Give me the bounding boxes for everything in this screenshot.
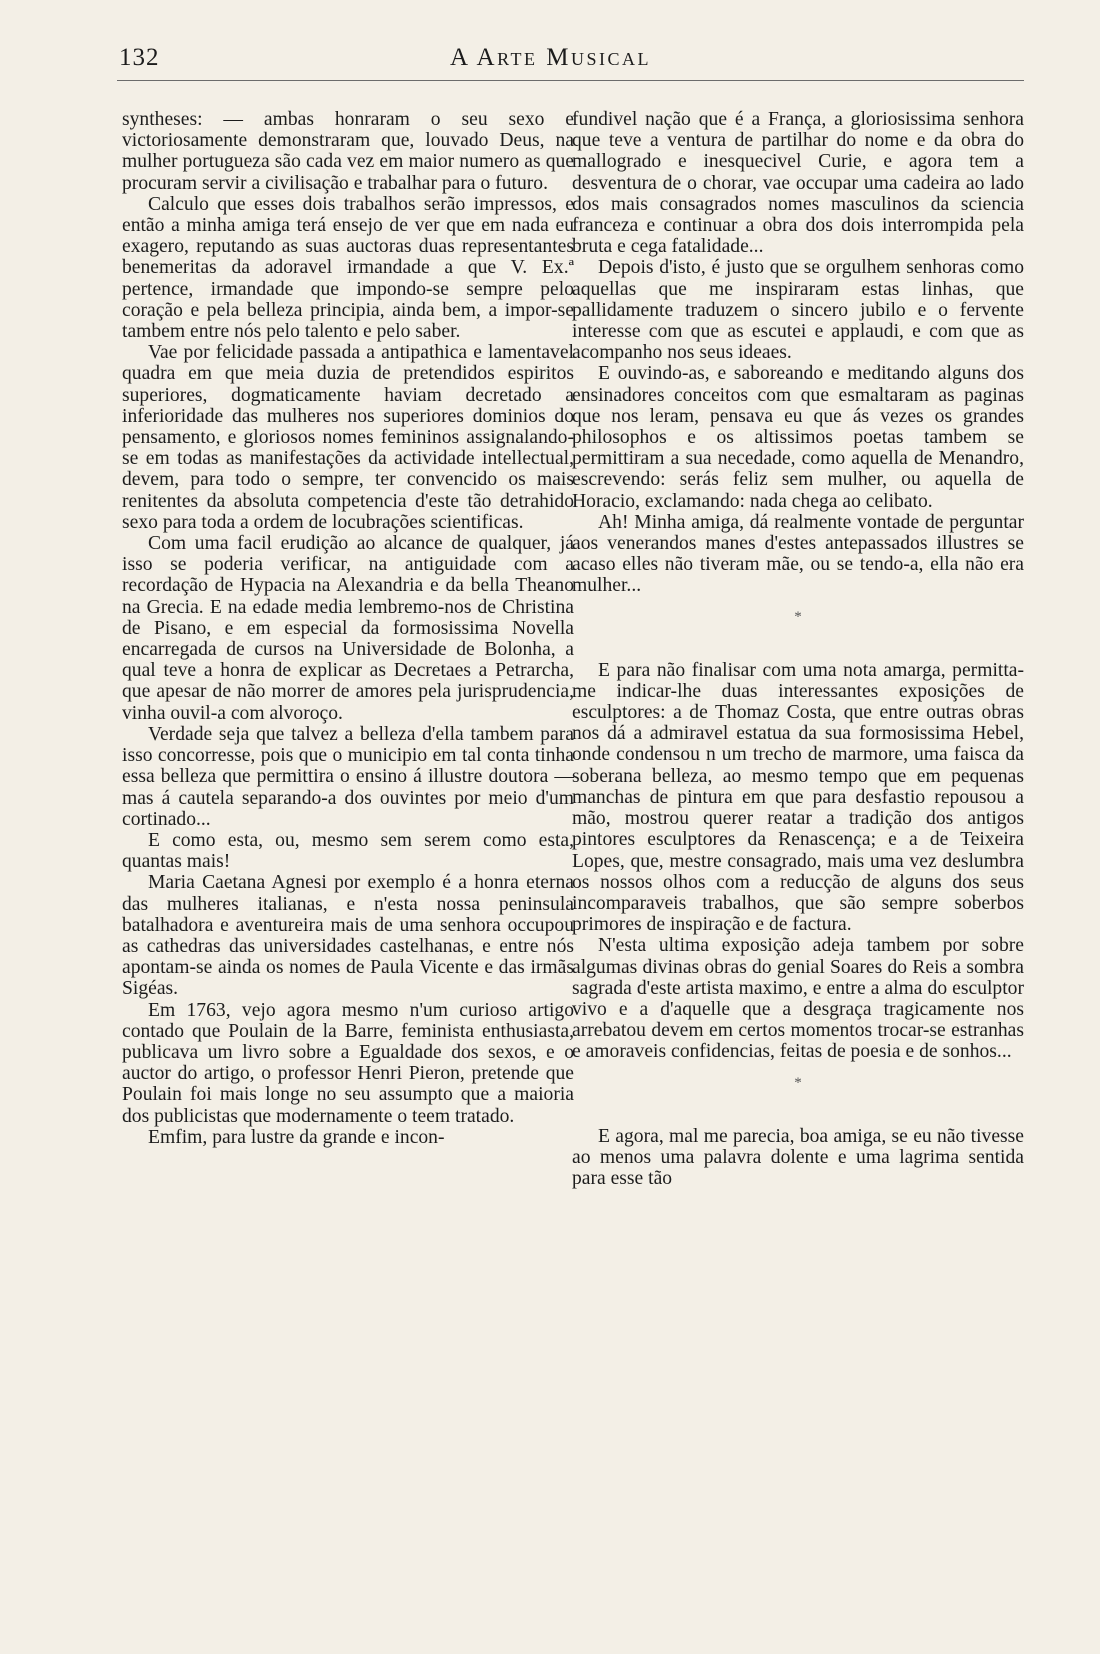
paragraph: Com uma facil erudição ao alcance de qualquer, já isso se poderia verificar, na antiguidade com a recordação de Hypacia na Alexandria e da bella Theano na Grecia. E na edade media lembremo-nos de Christina de Pisano, e em especial da formosissima Novella encarregada de cursos na Universidade de Bolonha, a qual teve a honra de explicar as Decretaes a Petrarcha, que apesar de não morrer de amores pela jurisprudencia, vinha ouvil-a com alvoroço. [122, 533, 574, 724]
paragraph: fundivel nação que é a França, a gloriosissima senhora que teve a ventura de partilhar do nome e da obra do mallogrado e inesquecivel Curie, e agora tem a desventura de o chorar, vae occupar uma cadeira ao lado dos mais consagrados nomes masculinos da sciencia franceza e continuar a obra dos dois interrompida pela bruta e cega fatalidade... [572, 109, 1024, 258]
page-number: 132 [119, 44, 160, 71]
section-separator-asterisk: * [794, 608, 802, 625]
paragraph: Depois d'isto, é justo que se orgulhem senhoras como aquellas que me inspiraram estas linhas, que pallidamente traduzem o sincero jubilo e o fervente interesse com que as escutei e applaudi, e com que as acompanho nos seus ideaes. [572, 257, 1024, 364]
paragraph: N'esta ultima exposição adeja tambem por sobre algumas divinas obras do genial Soares do Reis a sombra sagrada d'este artista maximo, e entre a alma do esculptor vivo e a d'aquelle que a desgraça tragicamente nos arrebatou devem em certos momentos trocar-se estranhas e amoraveis confidencias, feitas de poesia e de sonhos... [572, 935, 1024, 1063]
paragraph: Em 1763, vejo agora mesmo n'um curioso artigo contado que Poulain de la Barre, feminista enthusiasta, publicava um livro sobre a Egualdade dos sexos, e o auctor do artigo, o professor Henri Pieron, pretende que Poulain foi mais longe no seu assumpto que a maioria dos publicistas que modernamente o teem tratado. [122, 999, 574, 1127]
paragraph: syntheses: — ambas honraram o seu sexo e victoriosamente demonstraram que, louvado Deus, na mulher portugueza são cada vez em maior numero as que procuram servir a civilisação e trabalhar para o futuro. [122, 109, 574, 194]
paragraph: E como esta, ou, mesmo sem serem como esta, quantas mais! [122, 829, 574, 873]
section-separator-asterisk: * [794, 1074, 802, 1091]
paragraph: Emfim, para lustre da grande e incon- [148, 1126, 445, 1148]
left-column [122, 109, 574, 1549]
header-divider [117, 80, 1024, 81]
right-column [572, 109, 1024, 1549]
paragraph: E para não finalisar com uma nota amarga, permitta-me indicar-lhe duas interessantes exposições de esculptores: a de Thomaz Costa, que entre outras obras nos dá a admiravel estatua da sua formosissima Hebel, onde condensou n um trecho de marmore, uma faisca da soberana belleza, ao mesmo tempo que em pequenas manchas de pintura em que para desfastio repousou a mão, mostrou querer reatar a tradição dos antigos pintores esculptores da Renascença; e a de Teixeira Lopes, que, mestre consagrado, mais uma vez deslumbra os nossos olhos com a reducção de alguns dos seus incomparaveis trabalhos, que são sempre soberbos primores de inspiração e de factura. [572, 659, 1024, 936]
paragraph: Maria Caetana Agnesi por exemplo é a honra eterna das mulheres italianas, e n'esta nossa peninsula batalhadora e aventureira mais de uma senhora occupou as cathedras das universidades castelhanas, e entre nós apontam-se ainda os nomes de Paula Vicente e das irmãs Sigéas. [122, 872, 574, 1000]
paragraph: Vae por felicidade passada a antipathica e lamentavel quadra em que meia duzia de pretendidos espiritos superiores, dogmaticamente haviam decretado a inferioridade das mulheres nos superiores dominios do pensamento, e gloriosos nomes femininos assignalando-se em todas as manifestações da actividade intellectual, devem, para todo o sempre, ter convencido os mais renitentes da absoluta competencia d'este tão detrahido sexo para toda a ordem de locubrações scientificas. [122, 342, 574, 533]
paragraph: E agora, mal me parecia, boa amiga, se eu não tivesse ao menos uma palavra dolente e uma lagrima sentida para esse tão [572, 1125, 1024, 1189]
paragraph: E ouvindo-as, e saboreando e meditando alguns dos ensinadores conceitos com que esmaltaram as paginas que nos leram, pensava eu que ás vezes os grandes philosophos e os altissimos poetas tambem se permittiram a sua necedade, como aquella de Menandro, escrevendo: serás feliz sem mulher, ou aquella de Horacio, exclamando: nada chega ao celibato. [572, 363, 1024, 512]
paragraph: Ah! Minha amiga, dá realmente vontade de perguntar aos venerandos manes d'estes antepassados illustres se acaso elles não tiveram mãe, ou se tendo-a, ella não era mulher... [572, 511, 1024, 597]
paragraph: Verdade seja que talvez a belleza d'ella tambem para isso concorresse, pois que o municipio em tal conta tinha essa belleza que permittira o ensino á illustre doutora —mas á cautela separando-a dos ouvintes por meio d'um cortinado... [122, 723, 574, 830]
running-title: A Arte Musical [450, 44, 651, 71]
paragraph: Calculo que esses dois trabalhos serão impressos, e então a minha amiga terá ensejo de ver que em nada eu exagero, reputando as suas auctoras duas representantes benemeritas da adoravel irmandade a que V. Ex.ª pertence, irmandade que impondo-se sempre pelo coração e pela belleza principia, ainda bem, a impor-se tambem entre nós pelo talento e pelo saber. [122, 193, 574, 343]
